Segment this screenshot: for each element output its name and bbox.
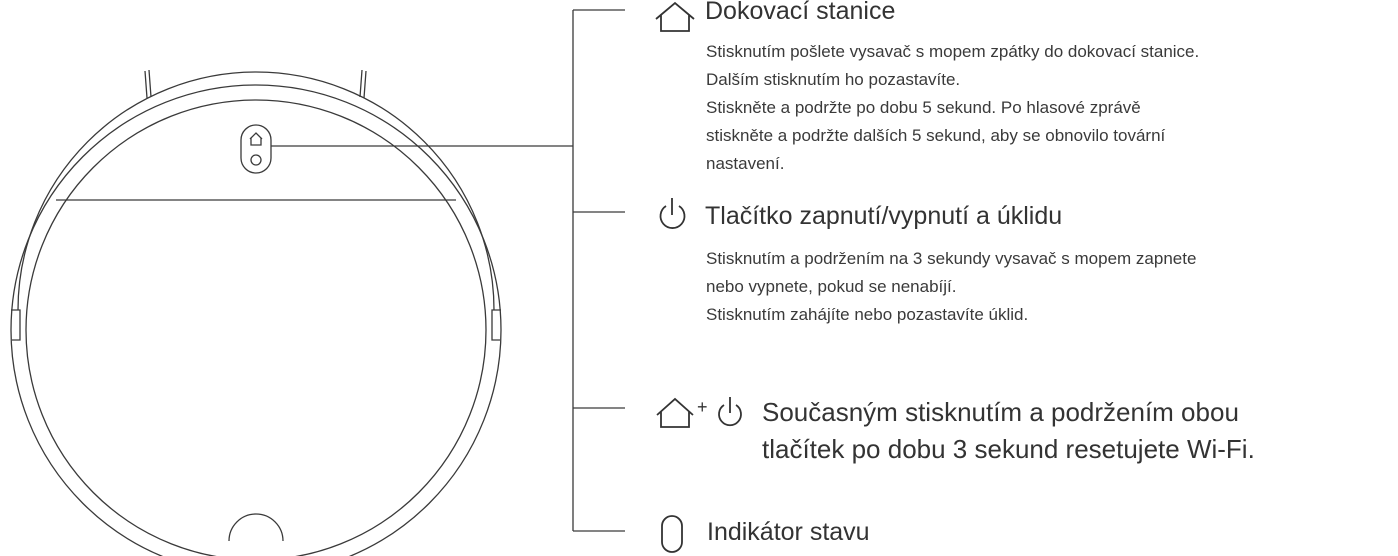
front-sensor — [229, 514, 283, 541]
power-icon — [661, 198, 685, 228]
status-indicator-icon — [662, 516, 682, 552]
dock-line-3: Stiskněte a podržte po dobu 5 sekund. Po hlasové zprávě — [706, 98, 1141, 117]
combo-plus: + — [697, 397, 708, 417]
power-line-2: nebo vypnete, pokud se nenabíjí. — [706, 277, 957, 296]
power-title: Tlačítko zapnutí/vypnutí a úklidu — [705, 202, 1063, 230]
vacuum-right-notch — [492, 310, 501, 340]
status-title: Indikátor stavu — [707, 518, 870, 546]
vacuum-left-notch — [11, 310, 20, 340]
combo-home-icon — [657, 399, 693, 427]
vacuum-top-lid — [26, 100, 486, 556]
vacuum-bumper — [18, 72, 494, 310]
dock-line-1: Stisknutím pošlete vysavač s mopem zpátky do dokovací stanice. — [706, 42, 1200, 61]
power-description — [706, 245, 1196, 329]
module-power-icon — [251, 155, 261, 165]
wifi-reset-description — [762, 394, 1255, 468]
wifi-reset-line-1: Současným stisknutím a podržením obou — [762, 397, 1239, 427]
robot-vacuum — [11, 70, 501, 556]
dock-title: Dokovací stanice — [705, 0, 896, 25]
power-line-3: Stisknutím zahájíte nebo pozastavíte úklid. — [706, 305, 1029, 324]
wifi-reset-line-2: tlačítek po dobu 3 sekund resetujete Wi-Fi. — [762, 434, 1255, 464]
dock-line-5: nastavení. — [706, 154, 785, 173]
dock-line-2: Dalším stisknutím ho pozastavíte. — [706, 70, 961, 89]
power-line-1: Stisknutím a podržením na 3 sekundy vysavač s mopem zapnete — [706, 249, 1197, 268]
dock-description — [706, 38, 1199, 178]
combo-power-icon — [719, 397, 741, 425]
home-icon — [656, 3, 694, 31]
module-home-icon — [250, 133, 262, 145]
left-brush — [145, 70, 151, 98]
right-brush — [360, 70, 366, 98]
callout-lines — [271, 10, 625, 531]
dock-line-4: stiskněte a podržte dalších 5 sekund, aby se obnovilo tovární — [706, 126, 1166, 145]
